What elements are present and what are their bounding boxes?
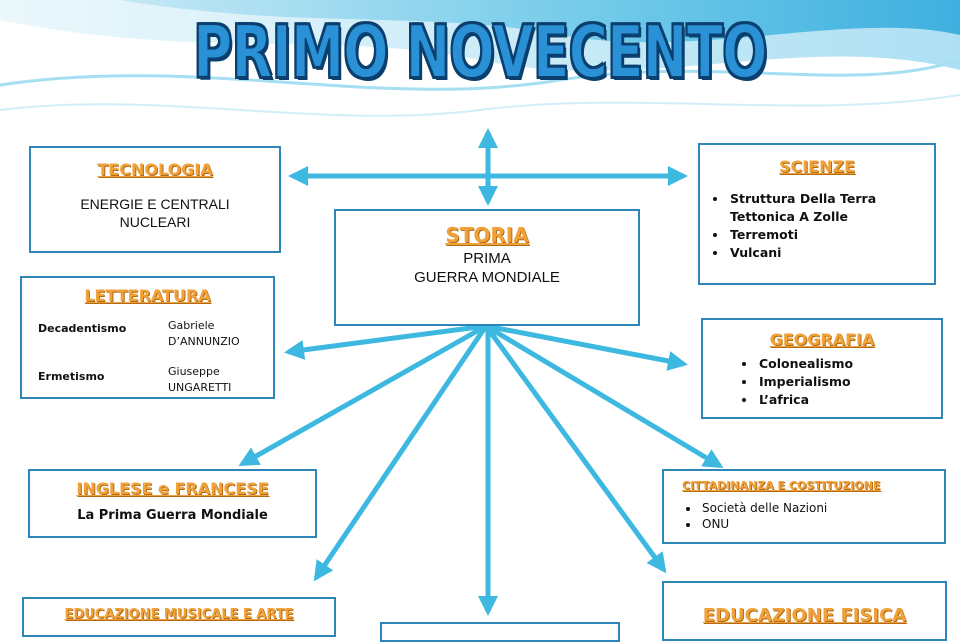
- storia-box: [334, 209, 640, 326]
- scienze-item: • Terremoti: [728, 226, 934, 244]
- geografia-title: GEOGRAFIA: [769, 330, 875, 349]
- cittadinanza-item: • ONU: [700, 516, 944, 532]
- letteratura-box: [20, 276, 275, 399]
- storia-title: STORIA: [445, 223, 529, 247]
- scienze-item: • Struttura Della Terra Tettonica A Zolle: [728, 190, 934, 226]
- tecnologia-line1: ENERGIE E CENTRALI: [80, 196, 230, 212]
- tecnologia-line2: NUCLEARI: [119, 214, 191, 230]
- letteratura-author-first: Giuseppe: [168, 365, 220, 378]
- letteratura-author-first: Gabriele: [168, 319, 215, 332]
- page-title: PRIMO NOVECENTO: [193, 10, 767, 94]
- scienze-box: [698, 143, 936, 285]
- letteratura-author-last: UNGARETTI: [168, 381, 232, 394]
- letteratura-movement: Decadentismo: [38, 322, 127, 335]
- inglese-title: INGLESE e FRANCESE: [76, 479, 269, 498]
- scienze-title: SCIENZE: [778, 157, 856, 176]
- scienze-item: • Vulcani: [728, 244, 934, 262]
- connector-arrows: [242, 132, 720, 612]
- fisica-box: [662, 581, 947, 641]
- musica-title: EDUCAZIONE MUSICALE E ARTE: [64, 607, 294, 622]
- letteratura-title: LETTERATURA: [84, 286, 211, 305]
- fisica-title: EDUCAZIONE FISICA: [702, 605, 907, 626]
- letteratura-movement: Ermetismo: [38, 370, 105, 383]
- tecnologia-title: TECNOLOGIA: [97, 160, 213, 179]
- letteratura-author-last: D’ANNUNZIO: [168, 335, 240, 348]
- inglese-box: [28, 469, 317, 538]
- storia-line1: PRIMA: [463, 250, 511, 267]
- inglese-text: La Prima Guerra Mondiale: [77, 508, 268, 523]
- bottom-center-box: [380, 622, 620, 642]
- geografia-item: • Colonealismo: [757, 355, 941, 373]
- cittadinanza-item: • Società delle Nazioni: [700, 500, 944, 516]
- cittadinanza-box: [662, 469, 946, 544]
- storia-line2: GUERRA MONDIALE: [414, 269, 560, 286]
- geografia-box: [701, 318, 943, 419]
- cittadinanza-title: CITTADINANZA E COSTITUZIONE: [682, 479, 881, 492]
- geografia-item: • Imperialismo: [757, 373, 941, 391]
- geografia-item: • L’africa: [757, 391, 941, 409]
- musica-box: [22, 597, 336, 637]
- tecnologia-box: [29, 146, 281, 253]
